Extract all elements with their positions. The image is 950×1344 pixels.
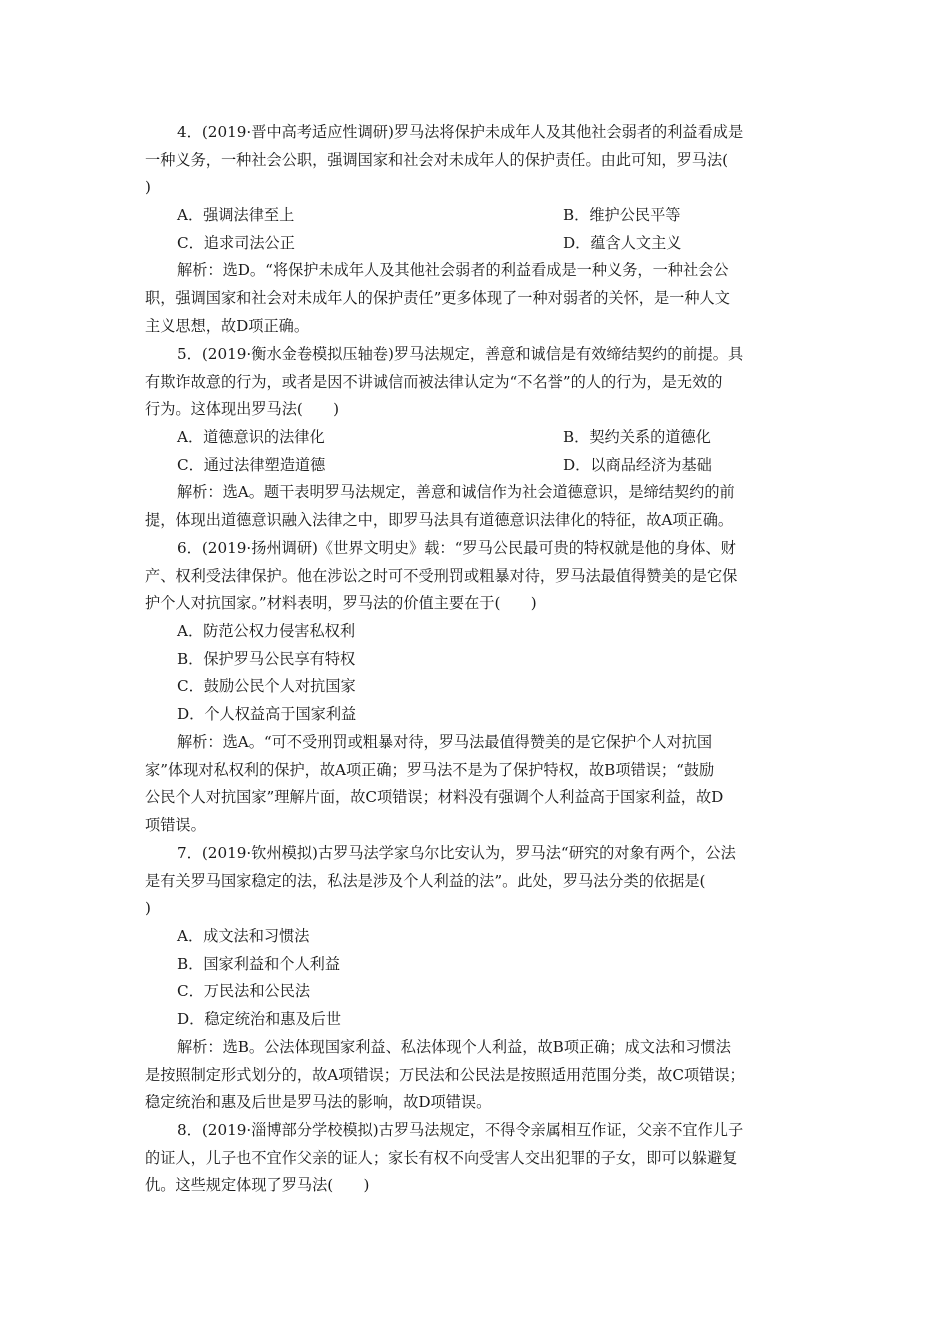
q4-stem-line-3: ) xyxy=(145,178,151,196)
q8-stem-line-1: 8．(2019·淄博部分学校模拟)古罗马法规定，不得令亲属相互作证，父亲不宜作儿子 xyxy=(177,1121,744,1139)
q4-analysis-line-1: 解析：选D。“将保护未成年人及其他社会弱者的利益看成是一种义务，一种社会公 xyxy=(177,261,729,279)
q6-option-a: A．防范公权力侵害私权利 xyxy=(177,622,356,640)
q6-option-d: D．个人权益高于国家利益 xyxy=(177,705,357,723)
q5-option-c: C．通过法律塑造道德 xyxy=(177,456,326,474)
q6-stem-line-1: 6．(2019·扬州调研)《世界文明史》载：“罗马公民最可贵的特权就是他的身体、财 xyxy=(177,539,736,557)
q6-stem-line-2: 产、权利受法律保护。他在涉讼之时可不受刑罚或粗暴对待，罗马法最值得赞美的是它保 xyxy=(145,567,738,585)
q6-option-c: C．鼓励公民个人对抗国家 xyxy=(177,677,356,695)
q7-option-a: A．成文法和习惯法 xyxy=(177,927,310,945)
q6-analysis-line-4: 项错误。 xyxy=(145,816,206,834)
q6-analysis-line-1: 解析：选A。“可不受刑罚或粗暴对待，罗马法最值得赞美的是它保护个人对抗国 xyxy=(177,733,713,751)
q5-analysis-line-1: 解析：选A。题干表明罗马法规定，善意和诚信作为社会道德意识，是缔结契约的前 xyxy=(177,483,735,501)
q7-option-c: C．万民法和公民法 xyxy=(177,982,311,1000)
q6-option-b: B．保护罗马公民享有特权 xyxy=(177,650,356,668)
q4-analysis-line-2: 职，强调国家和社会对未成年人的保护责任”更多体现了一种对弱者的关怀，是一种人文 xyxy=(145,289,730,307)
q4-stem-line-1: 4．(2019·晋中高考适应性调研)罗马法将保护未成年人及其他社会弱者的利益看成是 xyxy=(177,123,744,141)
q7-analysis-line-1: 解析：选B。公法体现国家利益、私法体现个人利益，故B项正确；成文法和习惯法 xyxy=(177,1038,731,1056)
q6-analysis-line-2: 家”体现对私权利的保护，故A项正确；罗马法不是为了保护特权，故B项错误；“鼓励 xyxy=(145,761,715,779)
q7-option-b: B．国家利益和个人利益 xyxy=(177,955,341,973)
q4-analysis-line-3: 主义思想，故D项正确。 xyxy=(145,317,310,335)
q5-option-a: A．道德意识的法律化 xyxy=(177,428,325,446)
q7-option-d: D．稳定统治和惠及后世 xyxy=(177,1010,342,1028)
q5-stem-line-2: 有欺诈故意的行为，或者是因不讲诚信而被法律认定为“不名誉”的人的行为，是无效的 xyxy=(145,373,723,391)
q7-stem-line-1: 7．(2019·钦州模拟)古罗马法学家乌尔比安认为，罗马法“研究的对象有两个，公法 xyxy=(177,844,736,862)
q6-analysis-line-3: 公民个人对抗国家”理解片面，故C项错误；材料没有强调个人利益高于国家利益，故D xyxy=(145,788,724,806)
q5-stem-line-3: 行为。这体现出罗马法( ) xyxy=(145,400,340,418)
q7-stem-line-3: ) xyxy=(145,899,151,917)
q4-option-b: B．维护公民平等 xyxy=(563,206,681,224)
q6-stem-line-3: 护个人对抗国家。”材料表明，罗马法的价值主要在于( ) xyxy=(145,594,537,612)
q7-analysis-line-3: 稳定统治和惠及后世是罗马法的影响，故D项错误。 xyxy=(145,1093,492,1111)
q7-analysis-line-2: 是按照制定形式划分的，故A项错误；万民法和公民法是按照适用范围分类，故C项错误； xyxy=(145,1066,745,1084)
q8-stem-line-2: 的证人，儿子也不宜作父亲的证人；家长有权不向受害人交出犯罪的子女，即可以躲避复 xyxy=(145,1149,738,1167)
q4-stem-line-2: 一种义务，一种社会公职，强调国家和社会对未成年人的保护责任。由此可知，罗马法( xyxy=(145,151,729,169)
q5-option-d: D．以商品经济为基础 xyxy=(563,456,712,474)
q7-stem-line-2: 是有关罗马国家稳定的法，私法是涉及个人利益的法”。此处，罗马法分类的依据是( xyxy=(145,872,706,890)
q4-option-d: D．蕴含人文主义 xyxy=(563,234,682,252)
q5-option-b: B．契约关系的道德化 xyxy=(563,428,711,446)
q8-stem-line-3: 仇。这些规定体现了罗马法( ) xyxy=(145,1176,370,1194)
q5-stem-line-1: 5．(2019·衡水金卷模拟压轴卷)罗马法规定，善意和诚信是有效缔结契约的前提。具 xyxy=(177,345,744,363)
q4-option-c: C．追求司法公正 xyxy=(177,234,295,252)
q5-analysis-line-2: 提，体现出道德意识融入法律之中，即罗马法具有道德意识法律化的特征，故A项正确。 xyxy=(145,511,734,529)
q4-option-a: A．强调法律至上 xyxy=(177,206,295,224)
